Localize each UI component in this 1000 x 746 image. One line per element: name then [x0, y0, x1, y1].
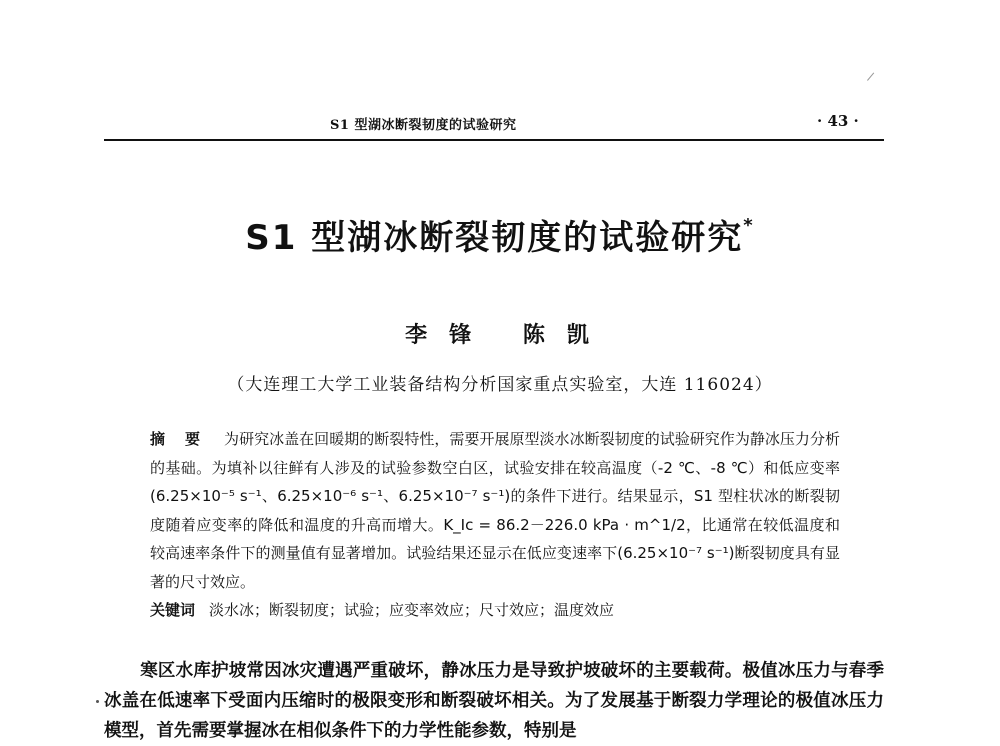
abstract: [150, 425, 840, 596]
scan-mark: [867, 73, 875, 82]
keywords-text: 淡水冰；断裂韧度；试验；应变率效应；尺寸效应；温度效应: [209, 601, 615, 619]
paper-title-text: S1 型湖冰断裂韧度的试验研究: [245, 218, 744, 258]
body-paragraph: [104, 656, 884, 746]
abstract-text: 为研究冰盖在回暖期的断裂特性，需要开展原型淡水冰断裂韧度的试验研究作为静冰压力分析的基础。为填补以往鲜有人涉及的试验参数空白区，试验安排在较高温度（-2 ℃、-8 ℃）和低应变率(6.25×10⁻⁵ s⁻¹、6.25×10⁻⁶ s⁻¹、6.25×10⁻⁷ s⁻¹)的条件下进行。结果显示，S1 型柱状冰的断裂韧度随着应变率的降低和温度的升高而增大。K_Ic = 86.2－226.0 kPa · m^1/2，比通常在较低温度和较高速率条件下的测量值有显著增加。试验结果还显示在低应变速率下(6.25×10⁻⁷ s⁻¹)断裂韧度具有显著的尺寸效应。: [150, 430, 840, 591]
running-header: [0, 112, 1000, 142]
paper-title: [0, 210, 1000, 259]
header-rule: [104, 139, 884, 141]
running-title: S1 型湖冰断裂韧度的试验研究: [330, 118, 517, 133]
body-paragraph-text: 寒区水库护坡常因冰灾遭遇严重破坏，静冰压力是导致护坡破坏的主要载荷。极值冰压力与春季冰盖在低速率下受面内压缩时的极限变形和断裂破坏相关。为了发展基于断裂力学理论的极值冰压力模型，首先需要掌握冰在相似条件下的力学性能参数，特别是: [104, 661, 884, 741]
affiliation: （大连理工大学工业装备结构分析国家重点实验室，大连 116024）: [227, 375, 773, 395]
title-footnote-mark: *: [743, 214, 755, 236]
authors: 李锋 陈凯: [405, 322, 611, 348]
abstract-label: 摘要: [150, 430, 221, 448]
page-number: · 43 ·: [817, 112, 859, 130]
keywords-label: 关键词: [150, 601, 196, 619]
scan-dot: [96, 700, 99, 703]
keywords: [150, 596, 840, 624]
